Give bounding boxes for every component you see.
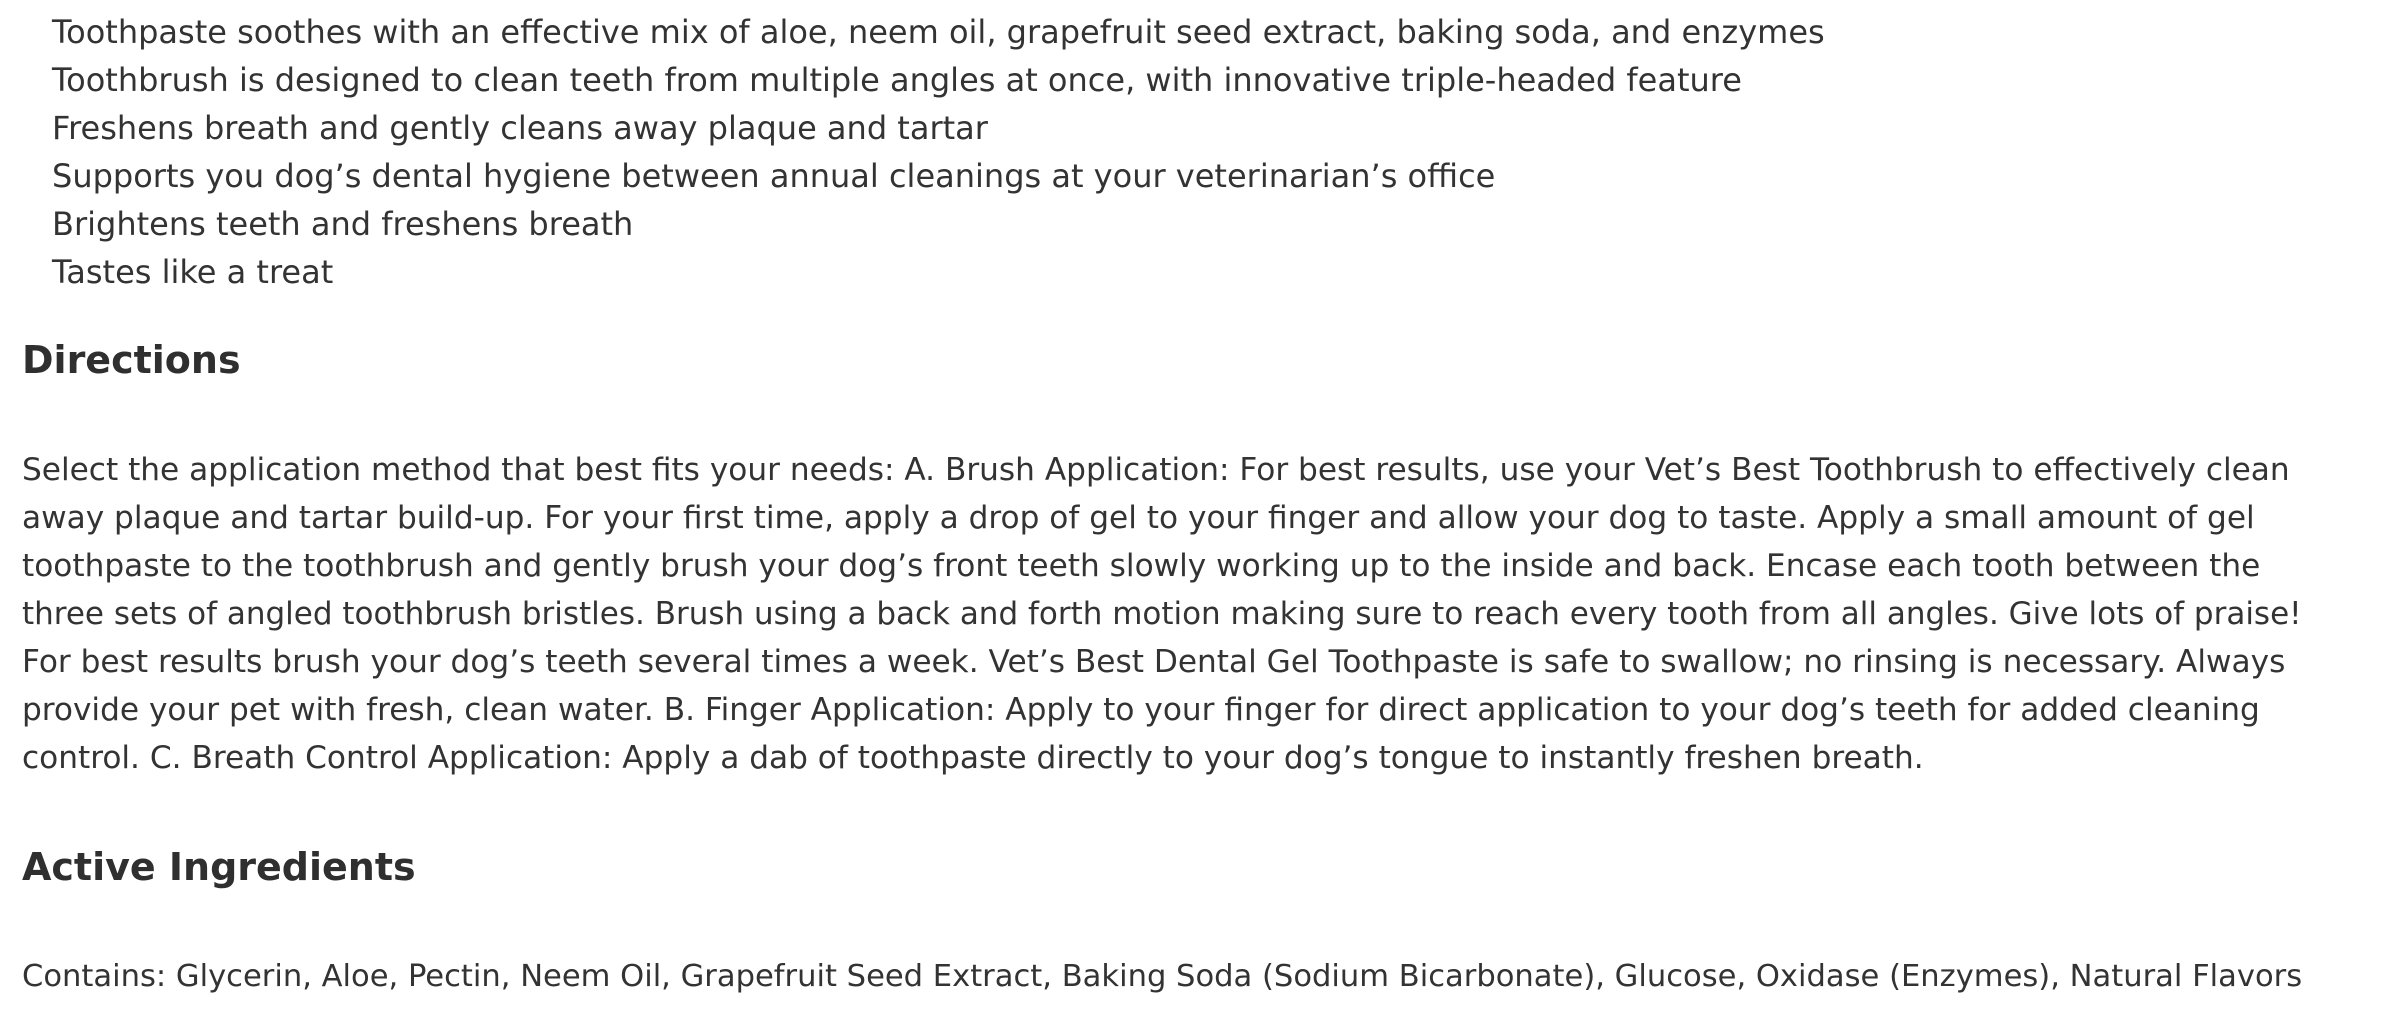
active-ingredients-text xyxy=(0,953,2362,1001)
feature-item: Toothpaste soothes with an effective mix of aloe, neem oil, grapefruit seed extract, baking soda, and enzymes xyxy=(52,13,1825,51)
features-list xyxy=(0,8,1825,296)
ingredients-line: Contains: Glycerin, Aloe, Pectin, Neem Oil, Grapefruit Seed Extract, Baking Soda (Sodium Bicarbonate), Glucose, Oxidase (Enzymes), Natural Flavors xyxy=(22,959,2303,994)
directions-line: control. C. Breath Control Application: Apply a dab of toothpaste directly to your dog’s tongue to instantly freshen breath. xyxy=(22,740,1924,776)
directions-line: Select the application method that best fits your needs: A. Brush Application: For best results, use your Vet’s Best Toothbrush to effectively clean xyxy=(22,452,2290,488)
directions-line: away plaque and tartar build-up. For your first time, apply a drop of gel to your finger and allow your dog to taste. Apply a small amount of gel xyxy=(22,500,2255,536)
directions-line: three sets of angled toothbrush bristles. Brush using a back and forth motion making sure to reach every tooth from all angles. Give lots of praise! xyxy=(22,596,2302,632)
feature-item: Brightens teeth and freshens breath xyxy=(52,205,634,243)
directions-heading: Directions xyxy=(22,338,241,382)
directions-line: For best results brush your dog’s teeth several times a week. Vet’s Best Dental Gel Toothpaste is safe to swallow; no rinsing is necessary. Always xyxy=(22,644,2286,680)
feature-item: Tastes like a treat xyxy=(52,253,334,291)
directions-text xyxy=(0,446,2362,782)
feature-item: Toothbrush is designed to clean teeth from multiple angles at once, with innovative triple-headed feature xyxy=(52,61,1742,99)
active-ingredients-heading: Active Ingredients xyxy=(22,845,416,889)
directions-line: toothpaste to the toothbrush and gently brush your dog’s front teeth slowly working up to the inside and back. Encase each tooth between the xyxy=(22,548,2261,584)
directions-line: provide your pet with fresh, clean water. B. Finger Application: Apply to your finger for direct application to your dog’s teeth for added cleaning xyxy=(22,692,2260,728)
feature-item: Freshens breath and gently cleans away plaque and tartar xyxy=(52,109,988,147)
feature-item: Supports you dog’s dental hygiene between annual cleanings at your veterinarian’s office xyxy=(52,157,1496,195)
